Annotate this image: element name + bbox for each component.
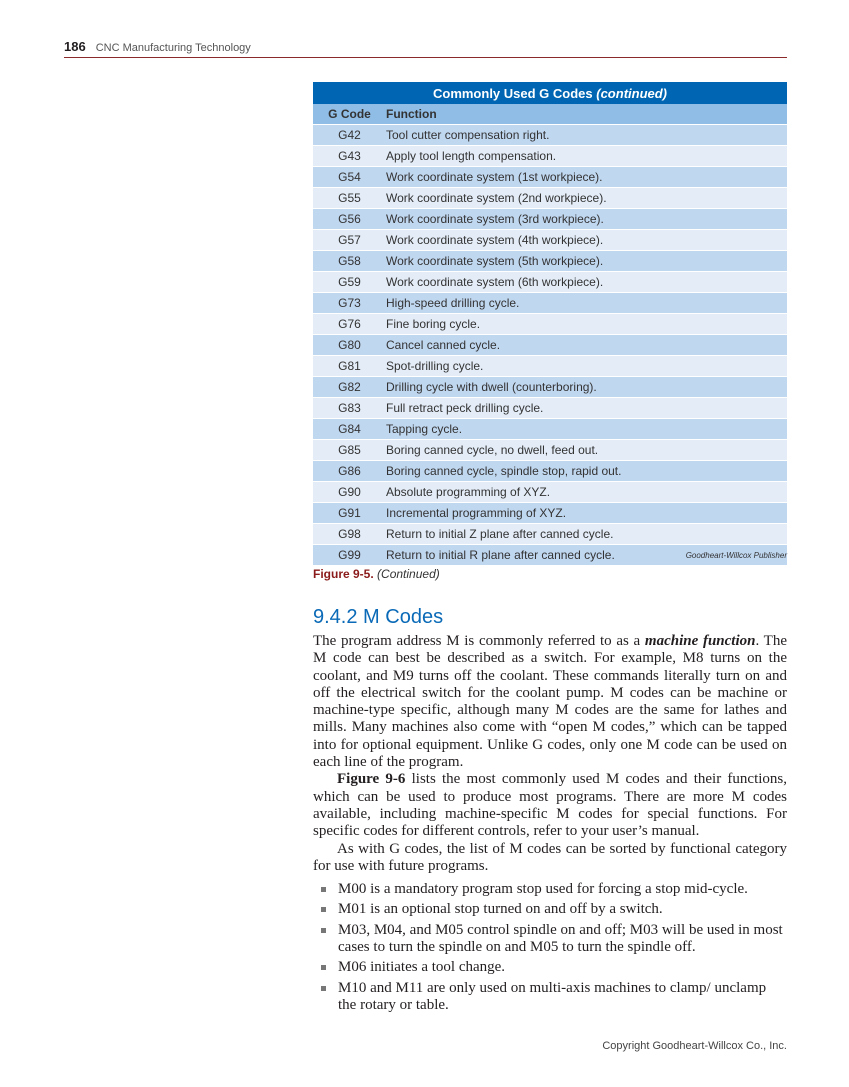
figure-reference: Figure 9-6: [337, 771, 406, 788]
column-header: G Code: [313, 104, 386, 125]
list-item: M10 and M11 are only used on multi-axis machines to clamp/ unclamp the rotary or table.: [313, 980, 787, 1015]
table-row: [313, 314, 787, 335]
section-heading: 9.4.2 M Codes: [313, 606, 444, 628]
copyright: Copyright Goodheart-Willcox Co., Inc.: [602, 1040, 787, 1052]
function: Work coordinate system (3rd workpiece).: [386, 209, 787, 230]
g-code: G57: [313, 230, 386, 251]
function: Fine boring cycle.: [386, 314, 787, 335]
g-code: G54: [313, 167, 386, 188]
table-row: [313, 335, 787, 356]
page-number: 186: [64, 39, 86, 54]
function: Tapping cycle.: [386, 419, 787, 440]
table-row: [313, 272, 787, 293]
table-row: [313, 377, 787, 398]
column-header: Function: [386, 104, 787, 125]
function: Return to initial R plane after canned cycle.: [386, 545, 787, 566]
g-code: G42: [313, 125, 386, 146]
bullet-icon: [321, 965, 326, 970]
function: Work coordinate system (1st workpiece).: [386, 167, 787, 188]
table-row: [313, 167, 787, 188]
table-row: [313, 503, 787, 524]
g-code: G81: [313, 356, 386, 377]
figure-caption: Figure 9-5. (Continued): [313, 567, 440, 581]
function: Tool cutter compensation right.: [386, 125, 787, 146]
g-code: G43: [313, 146, 386, 167]
table-row: [313, 461, 787, 482]
g-code: G58: [313, 251, 386, 272]
g-code: G73: [313, 293, 386, 314]
function: Return to initial Z plane after canned cycle.: [386, 524, 787, 545]
table-header-row: [313, 104, 787, 125]
table-row: [313, 440, 787, 461]
bullet-list: [313, 881, 787, 1014]
g-code: G85: [313, 440, 386, 461]
bullet-icon: [321, 928, 326, 933]
g-code: G99: [313, 545, 386, 566]
function: Apply tool length compensation.: [386, 146, 787, 167]
table-row: [313, 356, 787, 377]
body-text: [313, 633, 787, 1017]
list-item: M00 is a mandatory program stop used for forcing a stop mid-cycle.: [313, 881, 787, 898]
running-header: [64, 39, 251, 54]
function: Work coordinate system (6th workpiece).: [386, 272, 787, 293]
header-rule: [64, 57, 787, 58]
table-credit: Goodheart-Willcox Publisher: [685, 551, 787, 560]
table-row: [313, 251, 787, 272]
function: Boring canned cycle, no dwell, feed out.: [386, 440, 787, 461]
g-codes-table: [313, 82, 787, 565]
g-code: G56: [313, 209, 386, 230]
g-code: G98: [313, 524, 386, 545]
table-row: [313, 293, 787, 314]
table-row: [313, 125, 787, 146]
book-title: CNC Manufacturing Technology: [95, 42, 251, 54]
table-row: [313, 230, 787, 251]
function: Drilling cycle with dwell (counterboring).: [386, 377, 787, 398]
table-row: [313, 146, 787, 167]
paragraph: The program address M is commonly referred to as a machine function. The M code can best be described as a switch. For example, M8 turns on the coolant, and M9 turns off the coolant. These commands literally turn on and off the electrical switch for the coolant pump. M codes can be machine or machine-type specific, although many M codes are the same for lathes and mills. Many machines also come with “open M codes,” which can be tapped into for optional equipment. Unlike G codes, only one M code can be used on each line of the program.: [313, 633, 787, 771]
table-row: [313, 524, 787, 545]
g-code: G83: [313, 398, 386, 419]
list-item: M03, M04, and M05 control spindle on and off; M03 will be used in most cases to turn the spindle on and M05 to turn the spindle off.: [313, 922, 787, 957]
g-code: G55: [313, 188, 386, 209]
function: Boring canned cycle, spindle stop, rapid out.: [386, 461, 787, 482]
g-code: G91: [313, 503, 386, 524]
g-code: G84: [313, 419, 386, 440]
list-item: M06 initiates a tool change.: [313, 959, 787, 976]
table-row: [313, 482, 787, 503]
function: High-speed drilling cycle.: [386, 293, 787, 314]
table-row: [313, 398, 787, 419]
function: Work coordinate system (5th workpiece).: [386, 251, 787, 272]
function: Cancel canned cycle.: [386, 335, 787, 356]
function: Incremental programming of XYZ.: [386, 503, 787, 524]
g-code: G80: [313, 335, 386, 356]
function: Work coordinate system (2nd workpiece).: [386, 188, 787, 209]
table-title: Commonly Used G Codes (continued): [313, 82, 787, 104]
bullet-icon: [321, 907, 326, 912]
table-row: [313, 209, 787, 230]
table-row: [313, 188, 787, 209]
g-code: G76: [313, 314, 386, 335]
table-row: [313, 419, 787, 440]
function: Full retract peck drilling cycle.: [386, 398, 787, 419]
paragraph: Figure 9-6 lists the most commonly used M codes and their functions, which can be used to produce most programs. There are more M codes available, including machine-specific M codes for special functions. For specific codes for different controls, refer to your user’s manual.: [313, 771, 787, 840]
function: Work coordinate system (4th workpiece).: [386, 230, 787, 251]
g-code: G86: [313, 461, 386, 482]
list-item: M01 is an optional stop turned on and off by a switch.: [313, 901, 787, 918]
function: Spot-drilling cycle.: [386, 356, 787, 377]
paragraph: As with G codes, the list of M codes can be sorted by functional category for use with future programs.: [313, 840, 787, 874]
bullet-icon: [321, 887, 326, 892]
g-code: G59: [313, 272, 386, 293]
g-code: G82: [313, 377, 386, 398]
function: Absolute programming of XYZ.: [386, 482, 787, 503]
bullet-icon: [321, 986, 326, 991]
g-code: G90: [313, 482, 386, 503]
